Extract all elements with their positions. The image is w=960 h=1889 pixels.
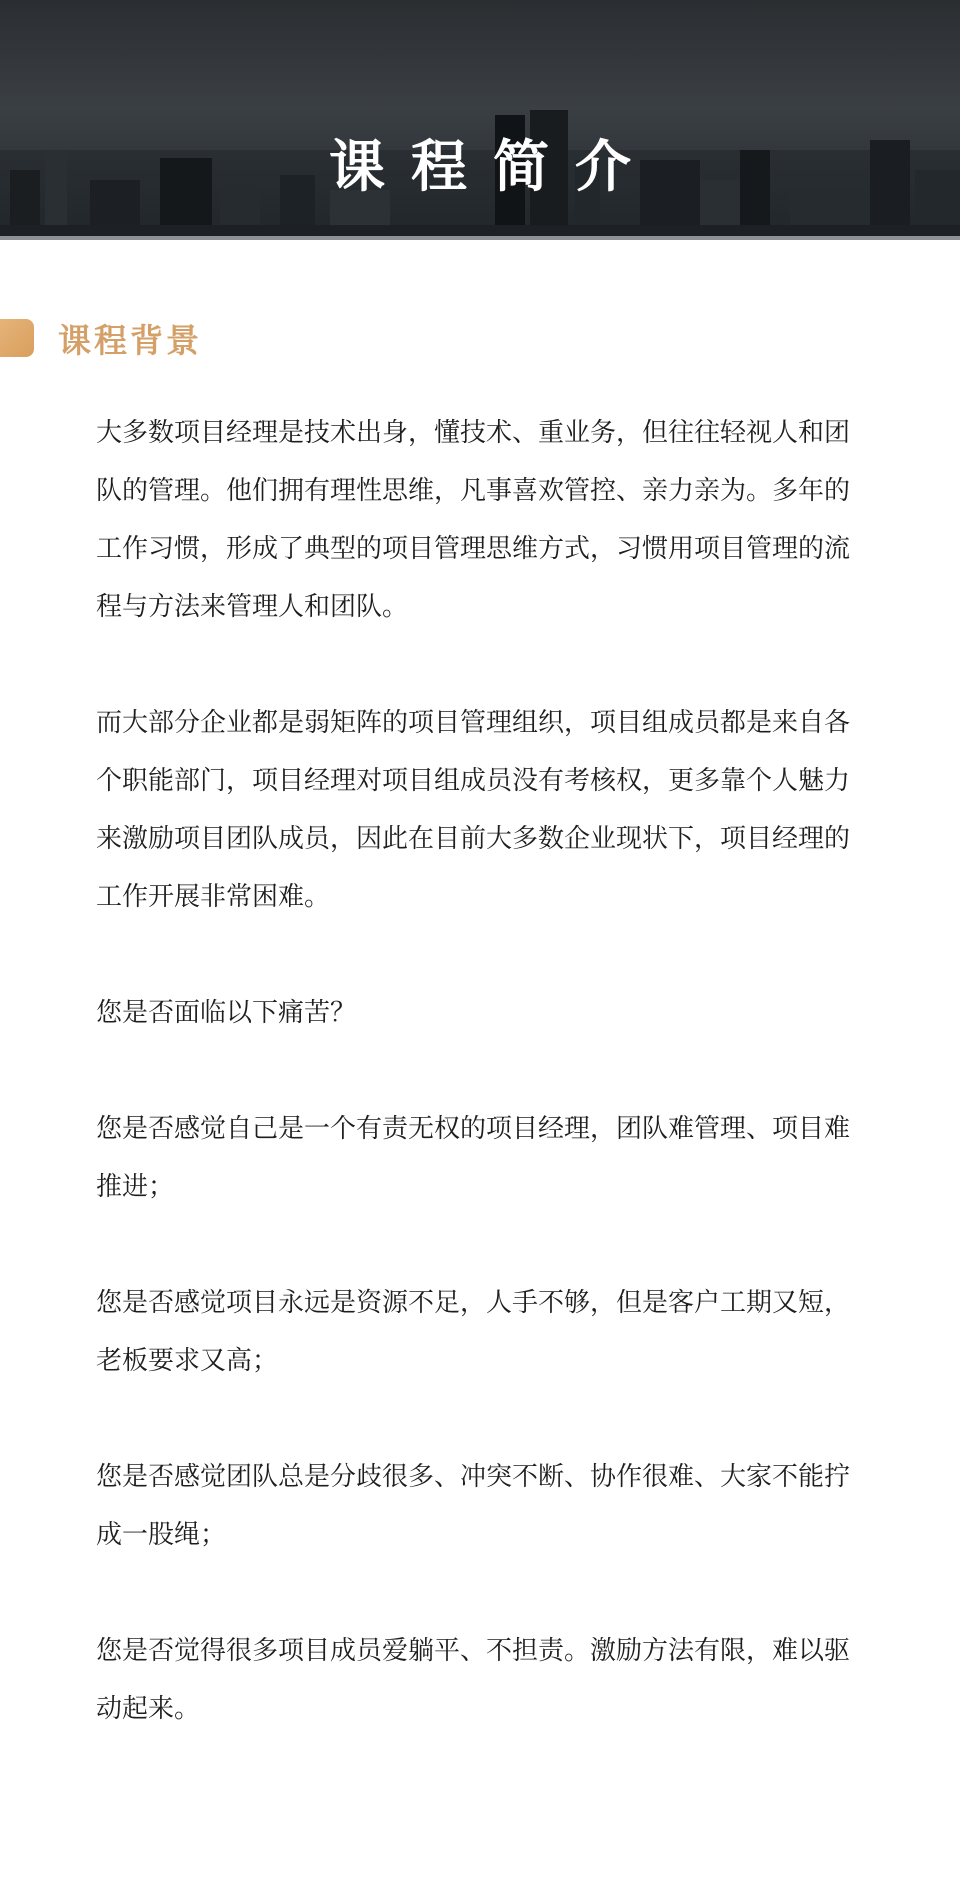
paragraph: 而大部分企业都是弱矩阵的项目管理组织，项目组成员都是来自各个职能部门，项目经理对项目组成员没有考核权，更多靠个人魅力来激励项目团队成员，因此在目前大多数企业现状下，项目经理的工作开展非常困难。	[96, 708, 851, 912]
section-header	[0, 318, 202, 358]
paragraph: 您是否觉得很多项目成员爱躺平、不担责。激励方法有限，难以驱动起来。	[96, 1636, 851, 1724]
section-title: 课程背景	[58, 320, 202, 360]
paragraph: 您是否面临以下痛苦？	[96, 998, 357, 1028]
page-title: 课程简介	[329, 135, 657, 200]
banner-divider	[0, 236, 960, 240]
paragraph: 您是否感觉项目永远是资源不足，人手不够，但是客户工期又短，老板要求又高；	[96, 1288, 851, 1376]
paragraph: 大多数项目经理是技术出身，懂技术、重业务，但往往轻视人和团队的管理。他们拥有理性思维，凡事喜欢管控、亲力亲为。多年的工作习惯，形成了典型的项目管理思维方式，习惯用项目管理的流程与方法来管理人和团队。	[96, 418, 851, 622]
header-banner	[0, 0, 960, 240]
section-marker-icon	[0, 319, 34, 357]
paragraph: 您是否感觉团队总是分歧很多、冲突不断、协作很难、大家不能拧成一股绳；	[96, 1462, 851, 1550]
course-background-content	[96, 404, 870, 1796]
paragraph: 您是否感觉自己是一个有责无权的项目经理，团队难管理、项目难推进；	[96, 1114, 851, 1202]
